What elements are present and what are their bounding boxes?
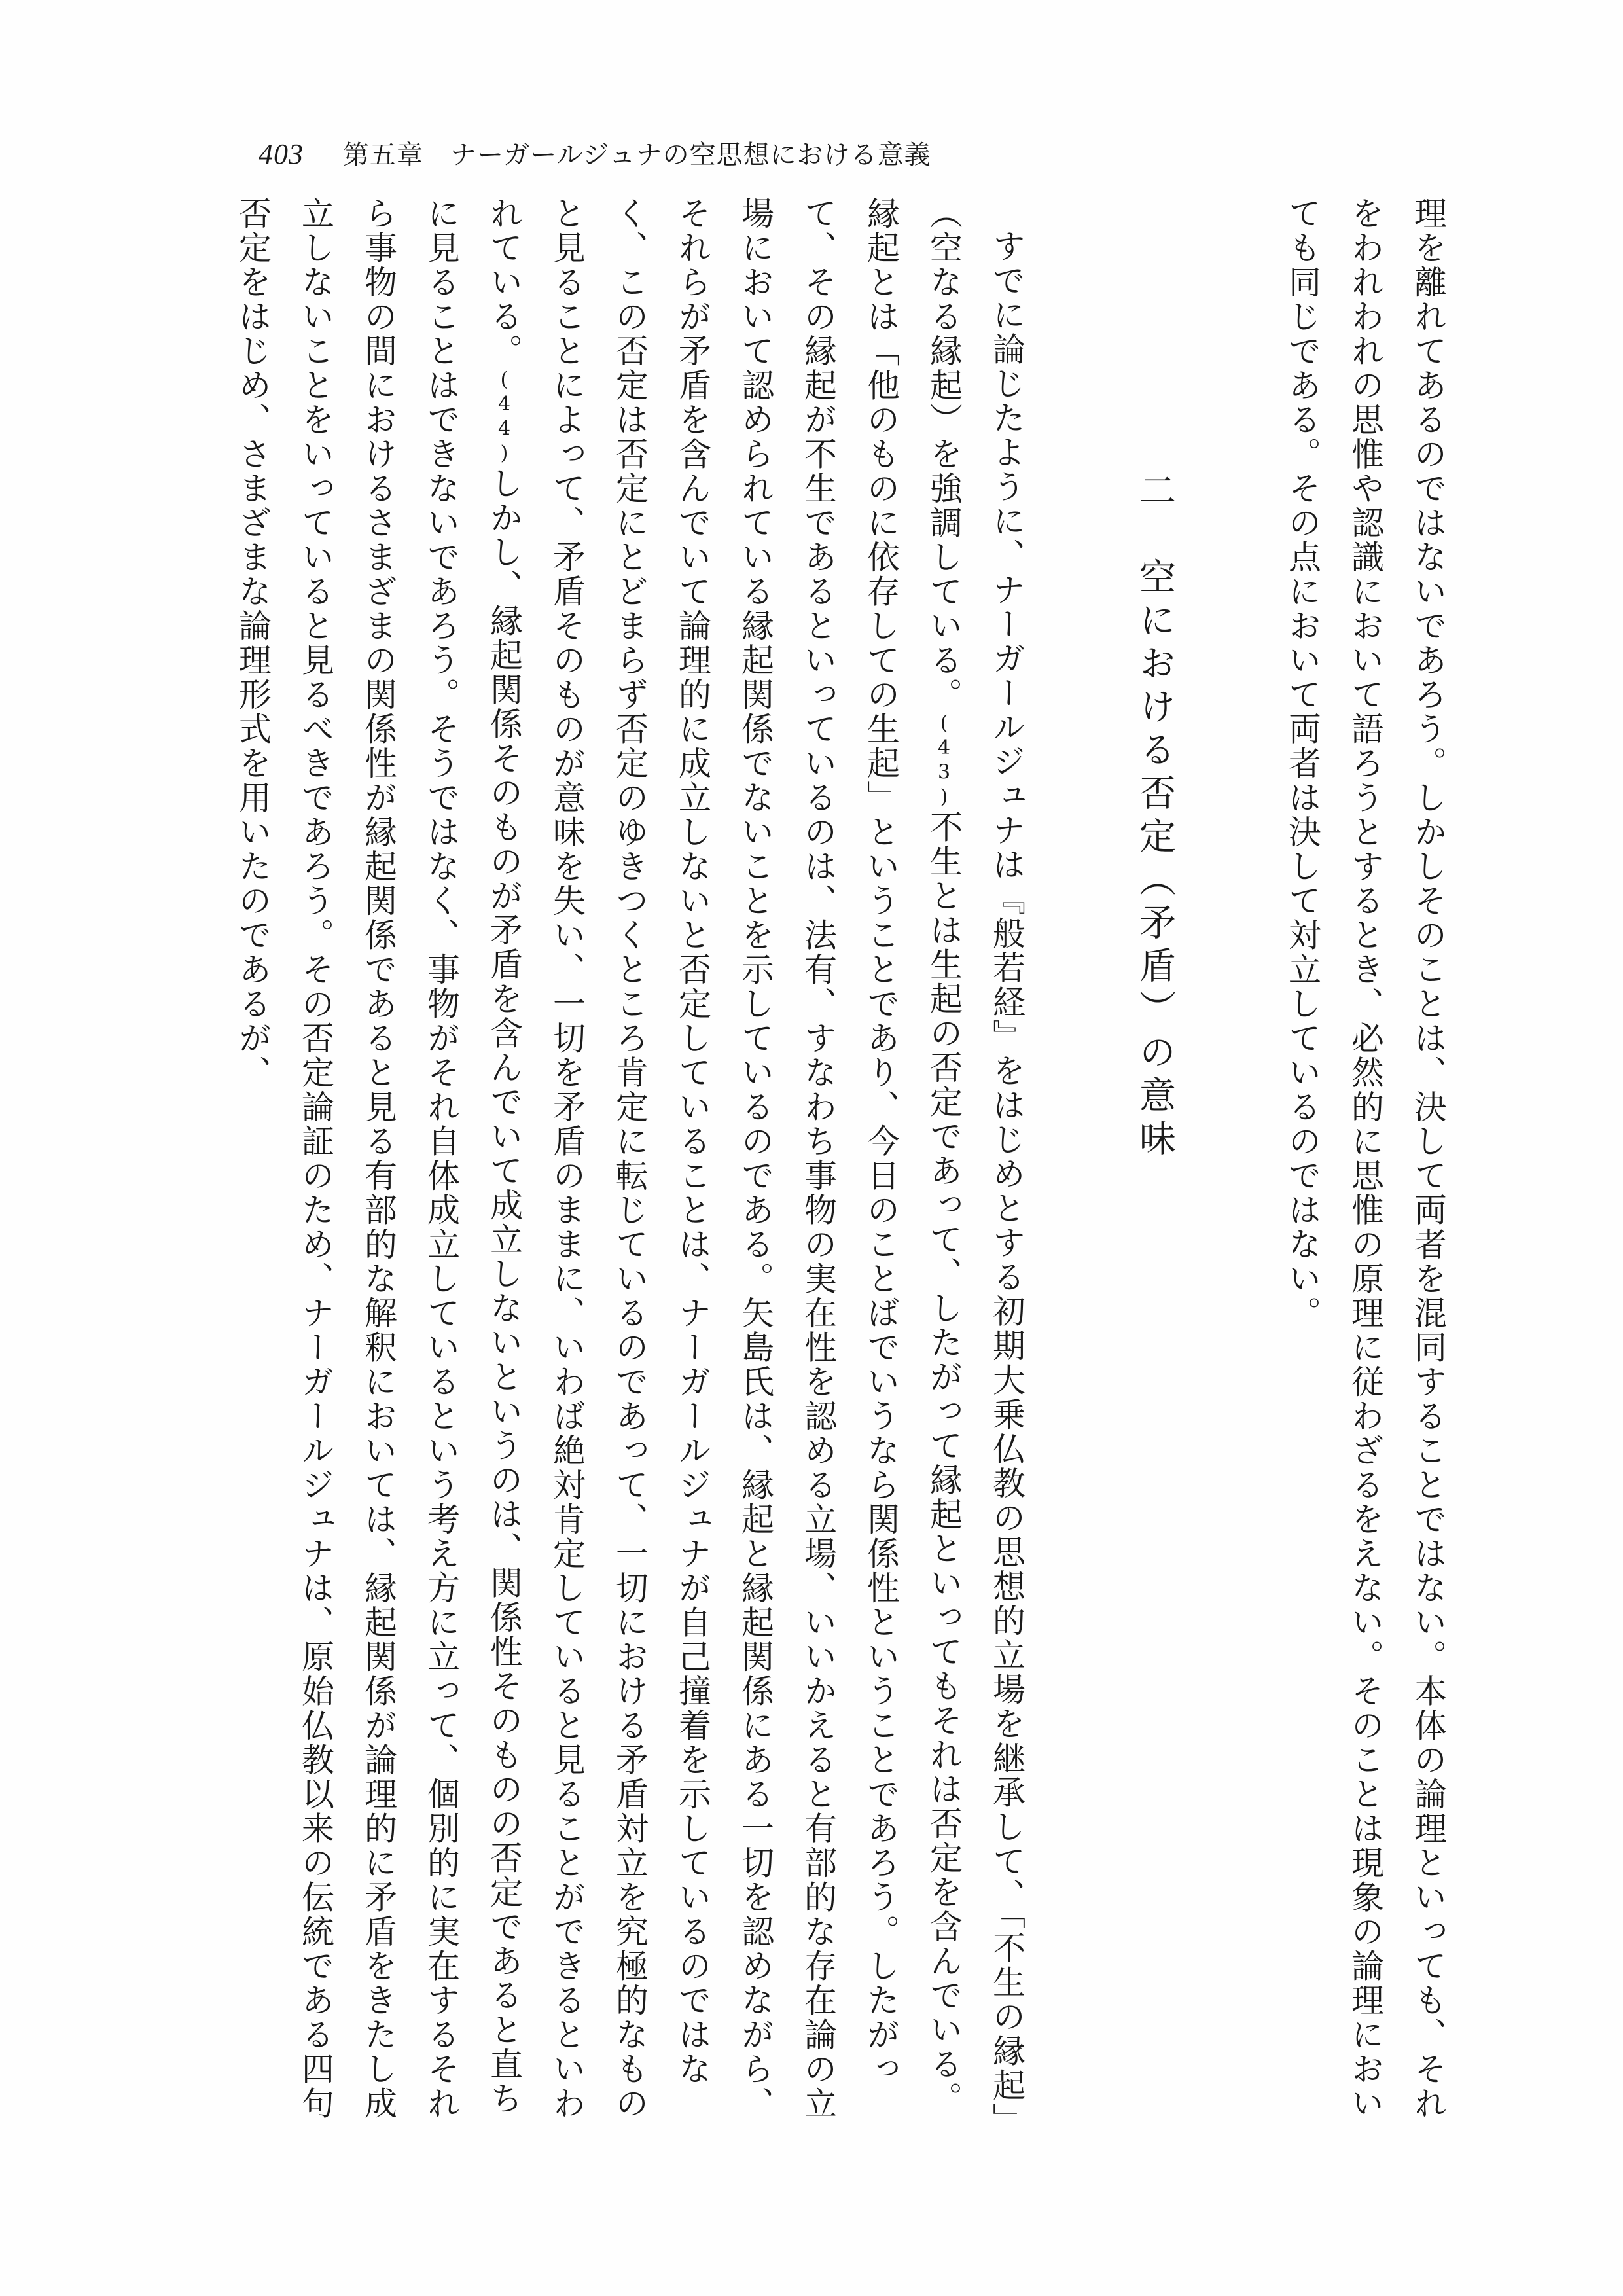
- page-number: 403: [259, 138, 304, 170]
- running-head: [259, 134, 931, 173]
- paragraph-nagarjuna: [221, 196, 1038, 2127]
- paragraph-continued: 理を離れてあるのではないであろう。しかしそのことは、決して両者を混同することではない。本体の論理といっても、それをわれわれの思惟や認識において語ろうとするとき、必然的に思惟の原理に従わざるをえない。そのことは現象の論理においても同じである。その点において両者は決して対立しているのではない。: [1283, 196, 1447, 2121]
- chapter-title: 第五章 ナーガールジュナの空思想における意義: [343, 140, 931, 170]
- paragraph-text-2: 不生とは生起の否定であって、したがって縁起といってもそれは否定を含んでいる。縁起とは「他のものに依存しての生起」ということであり、今日のことばでいうなら関係性ということであろう。したがって、その縁起が不生であるといっているのは、法有、すなわち事物の実在性を認める立場、いいかえると有部的な存在論の立場において認められている縁起関係でないことを示しているのである。矢島氏は、縁起と縁起関係にある一切を認めながら、それらが矛盾を含んでいて論理的に成立しないと否定していることは、ナーガールジュナが自己撞着を示しているのではなく、この否定は否定にとどまらず否定のゆきつくところ肯定に転じているのであって、一切における矛盾対立を究極的なものと見ることによって、矛盾そのものが意味を失い、一切を矛盾のままに、いわば絶対肯定していると見ることができるといわれている。: [485, 196, 963, 2121]
- paragraph-text-3: しかし、縁起関係そのものが矛盾を含んでいて成立しないというのは、関係性そのものの否定であると直ちに見ることはできないであろう。そうではなく、事物がそれ自体成立しているという考え方に立って、個別的に実在するそれら事物の間におけるさまざまの関係性が縁起関係であると見る有部的な解釈においては、縁起関係が論理的に矛盾をきたし成立しないことをいっていると見るべきであろう。その否定論証のため、ナーガールジュナは、原始仏教以来の伝統である四句否定をはじめ、さまざまな論理形式を用いたのであるが、: [234, 196, 523, 2121]
- body-text: [236, 196, 1459, 2127]
- section-heading: 二 空における否定（矛盾）の意味: [1133, 471, 1176, 1162]
- paragraph-text-1: すでに論じたように、ナーガールジュナは『般若経』をはじめとする初期大乗仏教の思想的立場を継承して、「不生の縁起」（空なる縁起）を強調している。: [925, 196, 1026, 2121]
- footnote-ref-44: (44): [493, 368, 516, 467]
- footnote-ref-43: (43): [933, 711, 955, 810]
